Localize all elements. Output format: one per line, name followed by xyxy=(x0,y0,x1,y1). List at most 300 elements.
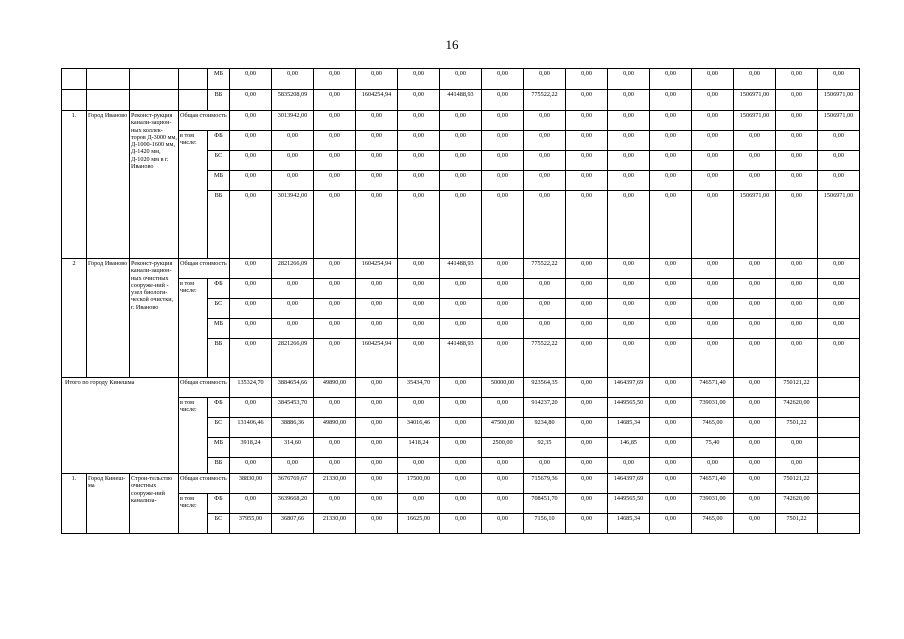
source-cell: БС xyxy=(208,418,230,438)
value-cell: 0,00 xyxy=(440,69,482,90)
empty-cell xyxy=(818,514,860,534)
total-cost-label: Общая стоимость xyxy=(179,259,230,279)
value-cell: 2500,00 xyxy=(482,438,524,458)
value-cell: 0,00 xyxy=(314,69,356,90)
value-cell: 775522,22 xyxy=(524,339,566,378)
value-cell: 441488,93 xyxy=(440,90,482,111)
value-cell: 0,00 xyxy=(734,279,776,299)
value-cell: 775522,22 xyxy=(524,259,566,279)
value-cell: 1449565,50 xyxy=(608,494,650,514)
value-cell: 0,00 xyxy=(230,299,272,319)
value-cell: 0,00 xyxy=(482,398,524,418)
value-cell: 0,00 xyxy=(776,171,818,191)
value-cell: 2821266,09 xyxy=(272,339,314,378)
value-cell: 0,00 xyxy=(776,458,818,474)
value-cell: 0,00 xyxy=(734,474,776,494)
value-cell: 0,00 xyxy=(314,259,356,279)
source-cell: ФБ xyxy=(208,398,230,418)
value-cell: 0,00 xyxy=(440,319,482,339)
value-cell: 0,00 xyxy=(650,279,692,299)
value-cell: 1604254,94 xyxy=(356,259,398,279)
value-cell: 0,00 xyxy=(818,171,860,191)
value-cell: 0,00 xyxy=(272,279,314,299)
empty-cell xyxy=(62,69,87,90)
value-cell: 1506971,00 xyxy=(818,90,860,111)
value-cell: 0,00 xyxy=(440,474,482,494)
value-cell: 0,00 xyxy=(734,131,776,151)
value-cell: 0,00 xyxy=(482,90,524,111)
value-cell: 0,00 xyxy=(482,131,524,151)
value-cell: 0,00 xyxy=(566,378,608,398)
value-cell: 441488,93 xyxy=(440,259,482,279)
value-cell: 38830,00 xyxy=(230,474,272,494)
value-cell: 0,00 xyxy=(818,339,860,378)
value-cell: 0,00 xyxy=(650,418,692,438)
value-cell: 0,00 xyxy=(524,191,566,259)
value-cell: 0,00 xyxy=(356,438,398,458)
value-cell: 0,00 xyxy=(524,458,566,474)
empty-cell xyxy=(818,398,860,418)
value-cell: 0,00 xyxy=(272,171,314,191)
value-cell: 0,00 xyxy=(776,319,818,339)
value-cell: 0,00 xyxy=(524,319,566,339)
value-cell: 0,00 xyxy=(566,191,608,259)
value-cell: 0,00 xyxy=(608,90,650,111)
value-cell: 0,00 xyxy=(482,191,524,259)
value-cell: 135324,70 xyxy=(230,378,272,398)
value-cell: 0,00 xyxy=(650,319,692,339)
value-cell: 0,00 xyxy=(440,299,482,319)
value-cell: 0,00 xyxy=(272,299,314,319)
including-label: в том числе: xyxy=(179,398,208,474)
value-cell: 9234,80 xyxy=(524,418,566,438)
value-cell: 0,00 xyxy=(398,279,440,299)
value-cell: 21330,00 xyxy=(314,514,356,534)
page-number: 16 xyxy=(445,37,459,52)
value-cell: 0,00 xyxy=(566,151,608,171)
value-cell: 0,00 xyxy=(482,339,524,378)
value-cell: 7501,22 xyxy=(776,418,818,438)
value-cell: 0,00 xyxy=(692,299,734,319)
total-cost-label: Общая стоимость xyxy=(179,378,230,398)
value-cell: 0,00 xyxy=(734,398,776,418)
including-label: в том числе: xyxy=(179,131,208,259)
value-cell: 0,00 xyxy=(356,378,398,398)
value-cell: 0,00 xyxy=(566,69,608,90)
value-cell: 0,00 xyxy=(776,191,818,259)
table-row xyxy=(62,259,860,279)
value-cell: 0,00 xyxy=(608,458,650,474)
value-cell: 0,00 xyxy=(398,494,440,514)
value-cell: 0,00 xyxy=(608,299,650,319)
value-cell: 1506971,00 xyxy=(734,90,776,111)
value-cell: 0,00 xyxy=(692,319,734,339)
value-cell: 0,00 xyxy=(230,458,272,474)
value-cell: 739031,00 xyxy=(692,398,734,418)
value-cell: 0,00 xyxy=(482,69,524,90)
table-row xyxy=(62,494,860,514)
source-cell: ФБ xyxy=(208,131,230,151)
value-cell: 0,00 xyxy=(398,111,440,131)
value-cell: 5835208,09 xyxy=(272,90,314,111)
source-cell: БС xyxy=(208,514,230,534)
value-cell: 0,00 xyxy=(608,151,650,171)
value-cell: 0,00 xyxy=(356,458,398,474)
value-cell: 0,00 xyxy=(566,259,608,279)
value-cell: 0,00 xyxy=(314,131,356,151)
empty-cell xyxy=(179,69,208,90)
value-cell: 0,00 xyxy=(398,90,440,111)
value-cell: 0,00 xyxy=(734,299,776,319)
value-cell: 1506971,00 xyxy=(734,111,776,131)
value-cell: 0,00 xyxy=(650,514,692,534)
value-cell: 0,00 xyxy=(566,494,608,514)
empty-cell xyxy=(818,378,860,398)
value-cell: 0,00 xyxy=(272,69,314,90)
source-cell: МБ xyxy=(208,438,230,458)
value-cell: 0,00 xyxy=(398,339,440,378)
value-cell: 0,00 xyxy=(314,299,356,319)
value-cell: 0,00 xyxy=(230,259,272,279)
value-cell: 3676769,67 xyxy=(272,474,314,494)
value-cell: 746571,40 xyxy=(692,474,734,494)
value-cell: 0,00 xyxy=(482,279,524,299)
value-cell: 0,00 xyxy=(440,458,482,474)
value-cell: 0,00 xyxy=(230,398,272,418)
description-cell: Реконст-рукция канали-зацион-ных коллек-торов Д-3000 мм, Д-1000-1600 мм, Д-1420 мм, Д-1020 мм в г. Иваново xyxy=(130,111,179,259)
value-cell: 0,00 xyxy=(524,279,566,299)
value-cell: 0,00 xyxy=(398,398,440,418)
value-cell: 92,35 xyxy=(524,438,566,458)
value-cell: 441488,93 xyxy=(440,339,482,378)
value-cell: 37955,00 xyxy=(230,514,272,534)
total-cost-label: Общая стоимость xyxy=(179,474,230,494)
value-cell: 775522,22 xyxy=(524,90,566,111)
value-cell: 0,00 xyxy=(650,90,692,111)
value-cell: 1506971,00 xyxy=(818,111,860,131)
value-cell: 0,00 xyxy=(692,458,734,474)
value-cell: 0,00 xyxy=(734,494,776,514)
value-cell: 0,00 xyxy=(776,90,818,111)
source-cell: ВБ xyxy=(208,90,230,111)
value-cell: 0,00 xyxy=(608,171,650,191)
value-cell: 0,00 xyxy=(272,458,314,474)
value-cell: 0,00 xyxy=(356,299,398,319)
value-cell: 38886,36 xyxy=(272,418,314,438)
value-cell: 0,00 xyxy=(314,319,356,339)
table-row xyxy=(62,279,860,299)
row-number: 1. xyxy=(62,111,87,259)
value-cell: 0,00 xyxy=(734,69,776,90)
value-cell: 0,00 xyxy=(566,398,608,418)
value-cell: 0,00 xyxy=(650,494,692,514)
value-cell: 0,00 xyxy=(734,418,776,438)
value-cell: 0,00 xyxy=(776,438,818,458)
value-cell: 0,00 xyxy=(272,319,314,339)
empty-cell xyxy=(818,474,860,494)
value-cell: 0,00 xyxy=(692,90,734,111)
value-cell: 0,00 xyxy=(650,339,692,378)
value-cell: 0,00 xyxy=(272,131,314,151)
value-cell: 0,00 xyxy=(440,494,482,514)
value-cell: 0,00 xyxy=(566,474,608,494)
value-cell: 0,00 xyxy=(482,514,524,534)
table-row xyxy=(62,69,860,90)
value-cell: 0,00 xyxy=(776,131,818,151)
value-cell: 0,00 xyxy=(734,514,776,534)
city-total-label: Итого по городу Кинешма xyxy=(62,378,179,474)
value-cell: 0,00 xyxy=(692,111,734,131)
source-cell: ФБ xyxy=(208,279,230,299)
value-cell: 0,00 xyxy=(356,171,398,191)
value-cell: 0,00 xyxy=(650,171,692,191)
source-cell: ФБ xyxy=(208,494,230,514)
value-cell: 742620,00 xyxy=(776,398,818,418)
value-cell: 7465,00 xyxy=(692,514,734,534)
value-cell: 0,00 xyxy=(692,339,734,378)
value-cell: 1506971,00 xyxy=(734,191,776,259)
value-cell: 0,00 xyxy=(398,259,440,279)
empty-cell xyxy=(130,69,179,90)
value-cell: 0,00 xyxy=(356,151,398,171)
value-cell: 0,00 xyxy=(566,514,608,534)
value-cell: 0,00 xyxy=(650,438,692,458)
value-cell: 0,00 xyxy=(566,418,608,438)
value-cell: 0,00 xyxy=(398,458,440,474)
value-cell: 0,00 xyxy=(440,279,482,299)
value-cell: 0,00 xyxy=(314,339,356,378)
value-cell: 0,00 xyxy=(650,131,692,151)
value-cell: 0,00 xyxy=(524,111,566,131)
value-cell: 0,00 xyxy=(314,111,356,131)
value-cell: 0,00 xyxy=(566,458,608,474)
value-cell: 0,00 xyxy=(440,111,482,131)
value-cell: 0,00 xyxy=(818,151,860,171)
value-cell: 0,00 xyxy=(608,191,650,259)
value-cell: 0,00 xyxy=(482,494,524,514)
place-cell: Город Кинеш-ма xyxy=(87,474,130,534)
value-cell: 1604254,94 xyxy=(356,339,398,378)
value-cell: 50000,00 xyxy=(482,378,524,398)
value-cell: 0,00 xyxy=(650,69,692,90)
including-label: в том числе: xyxy=(179,494,208,534)
value-cell: 0,00 xyxy=(272,151,314,171)
value-cell: 0,00 xyxy=(566,111,608,131)
value-cell: 0,00 xyxy=(566,90,608,111)
value-cell: 0,00 xyxy=(356,131,398,151)
value-cell: 0,00 xyxy=(398,171,440,191)
value-cell: 7501,22 xyxy=(776,514,818,534)
value-cell: 0,00 xyxy=(356,111,398,131)
value-cell: 49890,00 xyxy=(314,378,356,398)
value-cell: 0,00 xyxy=(356,279,398,299)
empty-cell xyxy=(179,90,208,111)
value-cell: 0,00 xyxy=(608,279,650,299)
value-cell: 0,00 xyxy=(524,171,566,191)
value-cell: 7465,00 xyxy=(692,418,734,438)
value-cell: 0,00 xyxy=(314,494,356,514)
value-cell: 3013942,00 xyxy=(272,111,314,131)
value-cell: 0,00 xyxy=(524,299,566,319)
value-cell: 0,00 xyxy=(692,191,734,259)
total-cost-label: Общая стоимость xyxy=(179,111,230,131)
empty-cell xyxy=(818,458,860,474)
value-cell: 0,00 xyxy=(734,458,776,474)
value-cell: 0,00 xyxy=(524,151,566,171)
value-cell: 0,00 xyxy=(566,438,608,458)
empty-cell xyxy=(818,418,860,438)
value-cell: 0,00 xyxy=(440,418,482,438)
value-cell: 0,00 xyxy=(482,319,524,339)
value-cell: 0,00 xyxy=(440,151,482,171)
value-cell: 0,00 xyxy=(482,171,524,191)
description-cell: Строи-тельство очистных сооруже-ний канализа- xyxy=(130,474,179,534)
value-cell: 0,00 xyxy=(230,191,272,259)
empty-cell xyxy=(130,90,179,111)
empty-cell xyxy=(87,69,130,90)
empty-cell xyxy=(62,90,87,111)
value-cell: 0,00 xyxy=(566,339,608,378)
value-cell: 0,00 xyxy=(776,69,818,90)
value-cell: 314,60 xyxy=(272,438,314,458)
value-cell: 0,00 xyxy=(230,69,272,90)
financing-table xyxy=(61,68,860,534)
empty-cell xyxy=(818,494,860,514)
value-cell: 0,00 xyxy=(608,69,650,90)
source-cell: МБ xyxy=(208,171,230,191)
row-number: 2 xyxy=(62,259,87,378)
value-cell: 131406,46 xyxy=(230,418,272,438)
value-cell: 0,00 xyxy=(398,319,440,339)
table-row xyxy=(62,131,860,151)
value-cell: 0,00 xyxy=(818,259,860,279)
including-label: в том числе: xyxy=(179,279,208,378)
source-cell: БС xyxy=(208,299,230,319)
value-cell: 708451,70 xyxy=(524,494,566,514)
value-cell: 0,00 xyxy=(734,339,776,378)
value-cell: 0,00 xyxy=(692,171,734,191)
value-cell: 0,00 xyxy=(818,69,860,90)
table-row xyxy=(62,474,860,494)
value-cell: 0,00 xyxy=(356,494,398,514)
value-cell: 36807,66 xyxy=(272,514,314,534)
value-cell: 3013942,00 xyxy=(272,191,314,259)
value-cell: 1449565,50 xyxy=(608,398,650,418)
value-cell: 34016,46 xyxy=(398,418,440,438)
value-cell: 750121,22 xyxy=(776,378,818,398)
value-cell: 0,00 xyxy=(524,131,566,151)
value-cell: 0,00 xyxy=(440,438,482,458)
value-cell: 0,00 xyxy=(440,131,482,151)
table-row xyxy=(62,378,860,398)
value-cell: 0,00 xyxy=(566,299,608,319)
value-cell: 3639668,20 xyxy=(272,494,314,514)
value-cell: 0,00 xyxy=(650,378,692,398)
value-cell: 0,00 xyxy=(692,151,734,171)
value-cell: 146,85 xyxy=(608,438,650,458)
value-cell: 0,00 xyxy=(314,191,356,259)
value-cell: 0,00 xyxy=(356,474,398,494)
value-cell: 0,00 xyxy=(314,279,356,299)
table-row xyxy=(62,90,860,111)
value-cell: 0,00 xyxy=(734,259,776,279)
value-cell: 0,00 xyxy=(482,151,524,171)
value-cell: 0,00 xyxy=(314,398,356,418)
table-row xyxy=(62,111,860,131)
value-cell: 0,00 xyxy=(776,279,818,299)
value-cell: 0,00 xyxy=(356,418,398,438)
value-cell: 0,00 xyxy=(314,171,356,191)
value-cell: 0,00 xyxy=(230,339,272,378)
value-cell: 14685,34 xyxy=(608,418,650,438)
value-cell: 0,00 xyxy=(692,69,734,90)
value-cell: 0,00 xyxy=(356,69,398,90)
value-cell: 0,00 xyxy=(734,151,776,171)
empty-cell xyxy=(818,438,860,458)
value-cell: 0,00 xyxy=(440,171,482,191)
value-cell: 49890,00 xyxy=(314,418,356,438)
value-cell: 0,00 xyxy=(230,111,272,131)
value-cell: 0,00 xyxy=(734,378,776,398)
value-cell: 0,00 xyxy=(650,151,692,171)
value-cell: 0,00 xyxy=(692,131,734,151)
value-cell: 0,00 xyxy=(566,319,608,339)
value-cell: 3918,24 xyxy=(230,438,272,458)
source-cell: МБ xyxy=(208,69,230,90)
value-cell: 0,00 xyxy=(482,111,524,131)
value-cell: 0,00 xyxy=(566,171,608,191)
row-number: 1. xyxy=(62,474,87,534)
value-cell: 0,00 xyxy=(608,319,650,339)
value-cell: 0,00 xyxy=(650,474,692,494)
value-cell: 0,00 xyxy=(230,171,272,191)
place-cell: Город Иваново xyxy=(87,111,130,259)
value-cell: 0,00 xyxy=(356,319,398,339)
value-cell: 739031,00 xyxy=(692,494,734,514)
value-cell: 0,00 xyxy=(230,319,272,339)
value-cell: 3884654,66 xyxy=(272,378,314,398)
value-cell: 0,00 xyxy=(650,191,692,259)
value-cell: 914237,20 xyxy=(524,398,566,418)
value-cell: 0,00 xyxy=(608,339,650,378)
value-cell: 0,00 xyxy=(482,458,524,474)
value-cell: 715679,36 xyxy=(524,474,566,494)
value-cell: 923564,35 xyxy=(524,378,566,398)
value-cell: 0,00 xyxy=(440,514,482,534)
value-cell: 0,00 xyxy=(650,398,692,418)
value-cell: 0,00 xyxy=(776,299,818,319)
value-cell: 0,00 xyxy=(608,131,650,151)
value-cell: 0,00 xyxy=(566,279,608,299)
value-cell: 14685,34 xyxy=(608,514,650,534)
value-cell: 0,00 xyxy=(314,90,356,111)
value-cell: 0,00 xyxy=(650,458,692,474)
value-cell: 0,00 xyxy=(440,378,482,398)
value-cell: 0,00 xyxy=(650,259,692,279)
value-cell: 0,00 xyxy=(230,279,272,299)
description-cell: Реконст-рукция канали-зацион-ных очистных сооруже-ний - узел биологи-ческой очистки, г. Иваново xyxy=(130,259,179,378)
source-cell: МБ xyxy=(208,319,230,339)
value-cell: 742620,00 xyxy=(776,494,818,514)
value-cell: 0,00 xyxy=(692,259,734,279)
value-cell: 35434,70 xyxy=(398,378,440,398)
value-cell: 0,00 xyxy=(398,131,440,151)
value-cell: 1464397,69 xyxy=(608,474,650,494)
value-cell: 0,00 xyxy=(608,259,650,279)
value-cell: 16625,00 xyxy=(398,514,440,534)
value-cell: 47500,00 xyxy=(482,418,524,438)
value-cell: 0,00 xyxy=(818,279,860,299)
